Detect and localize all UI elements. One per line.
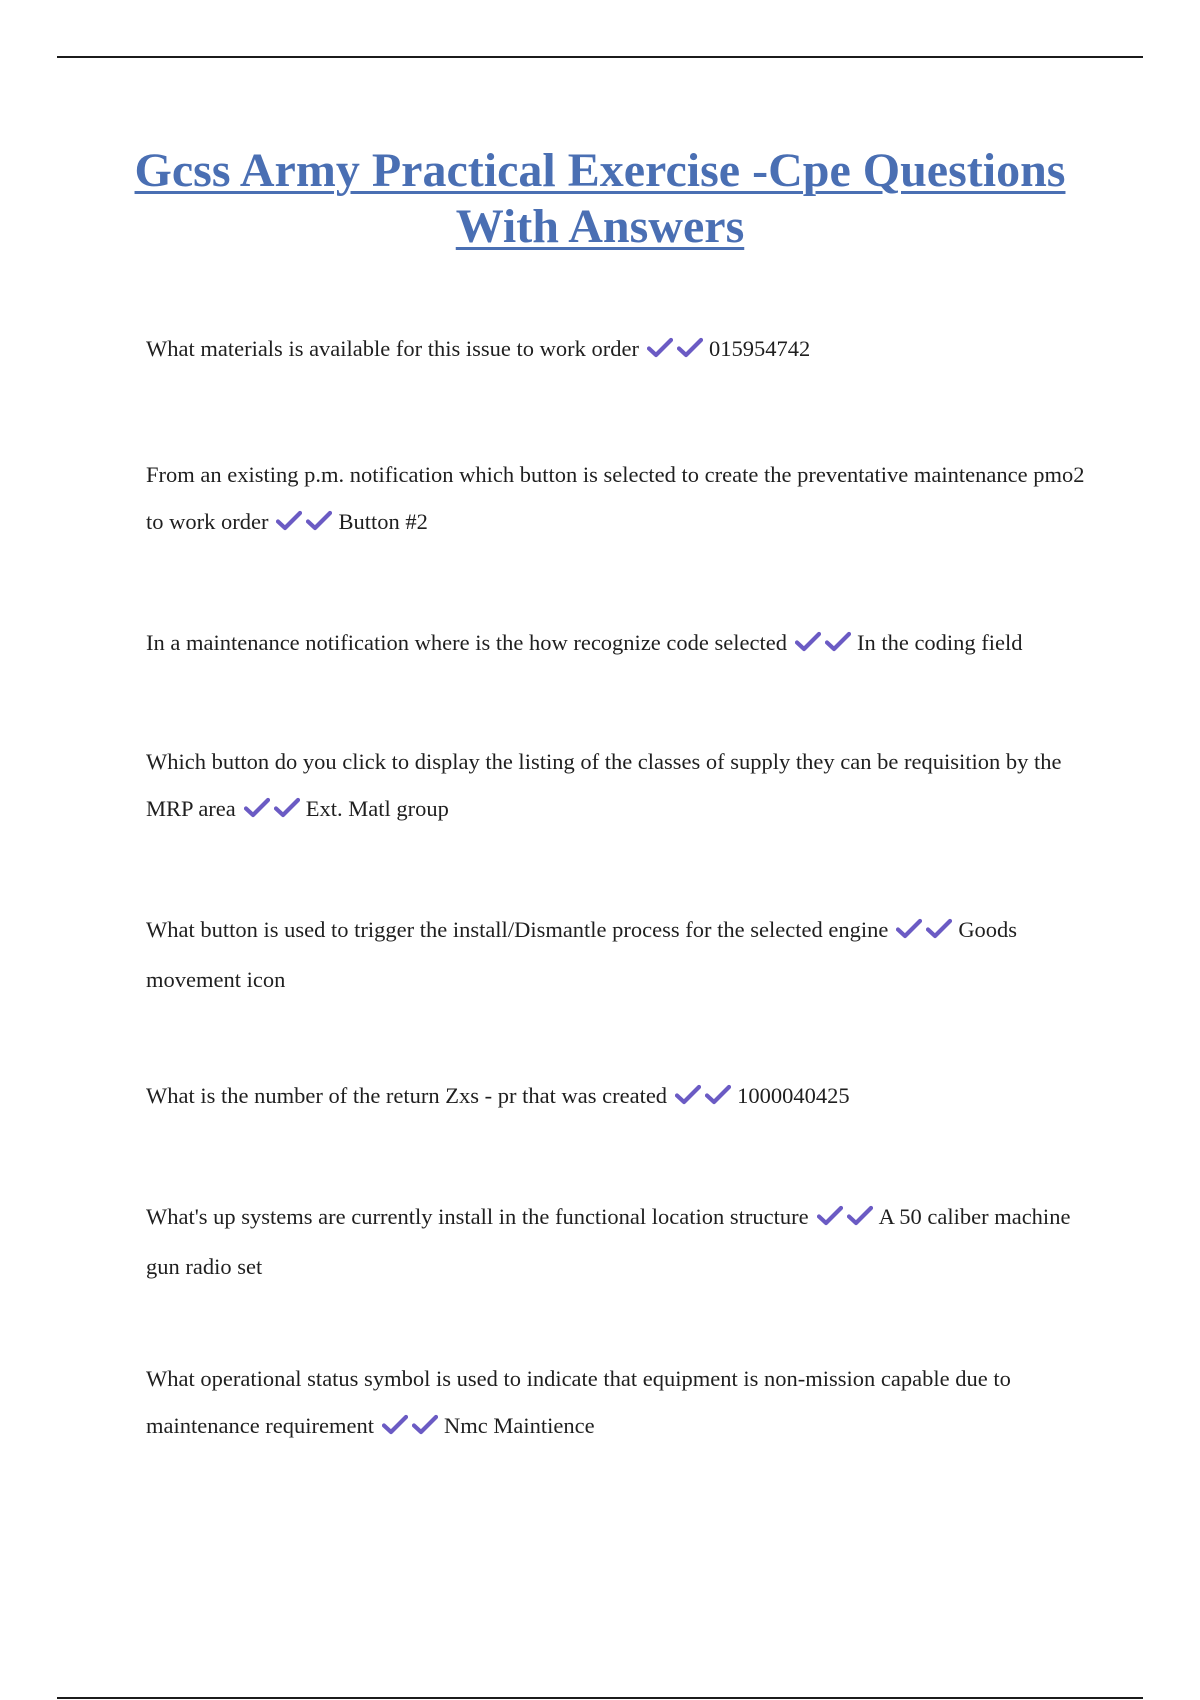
qa-item [146,906,1086,1003]
bottom-rule [57,1697,1143,1699]
qa-item [146,451,1086,548]
double-check [675,1075,735,1122]
answer-text: 015954742 [708,336,811,361]
question-text: What is the number of the return Zxs - pr that was created [146,1083,668,1108]
answer-text: Nmc Maintience [444,1413,595,1438]
checkmark-icon [896,918,922,940]
title-line-2: With Answers [455,200,745,253]
qa-item [146,1355,1086,1452]
checkmark-icon [412,1414,438,1436]
double-check [244,788,304,835]
answer-text: A 50 caliber machine gun radio set [146,1204,1071,1279]
double-check [817,1196,877,1243]
answer-text: Ext. Matl group [305,796,449,821]
checkmark-icon [825,631,851,653]
checkmark-icon [817,1205,843,1227]
checkmark-icon [382,1414,408,1436]
answer-text: Goods movement icon [146,917,1018,992]
title-line-1: Gcss Army Practical Exercise -Cpe Questions [134,144,1066,197]
checkmark-icon [675,1084,701,1106]
double-check [647,328,707,375]
question-text: What button is used to trigger the install/Dismantle process for the selected engine [146,917,889,942]
qa-item [146,619,1086,669]
checkmark-icon [705,1084,731,1106]
document-title [100,143,1100,255]
question-text: Which button do you click to display the listing of the classes of supply they can be requisition by the MRP area [146,749,1062,821]
qa-item [146,1193,1086,1290]
checkmark-icon [677,337,703,359]
double-check [896,909,956,956]
question-text: From an existing p.m. notification which button is selected to create the preventative maintenance pmo2 to work order [146,462,1085,534]
question-text: What operational status symbol is used to indicate that equipment is non-mission capable due to maintenance requirement [146,1366,1011,1438]
double-check [276,501,336,548]
qa-item [146,325,1086,375]
checkmark-icon [274,797,300,819]
checkmark-icon [244,797,270,819]
question-text: In a maintenance notification where is the how recognize code selected [146,630,787,655]
qa-item [146,1072,1086,1122]
checkmark-icon [847,1205,873,1227]
answer-text: In the coding field [856,630,1023,655]
checkmark-icon [795,631,821,653]
checkmark-icon [647,337,673,359]
checkmark-icon [926,918,952,940]
checkmark-icon [276,510,302,532]
answer-text: Button #2 [338,509,428,534]
question-text: What materials is available for this issue to work order [146,336,639,361]
top-rule [57,56,1143,58]
double-check [795,622,855,669]
double-check [382,1405,442,1452]
question-text: What's up systems are currently install in the functional location structure [146,1204,809,1229]
checkmark-icon [306,510,332,532]
qa-item [146,738,1086,835]
answer-text: 1000040425 [737,1083,850,1108]
